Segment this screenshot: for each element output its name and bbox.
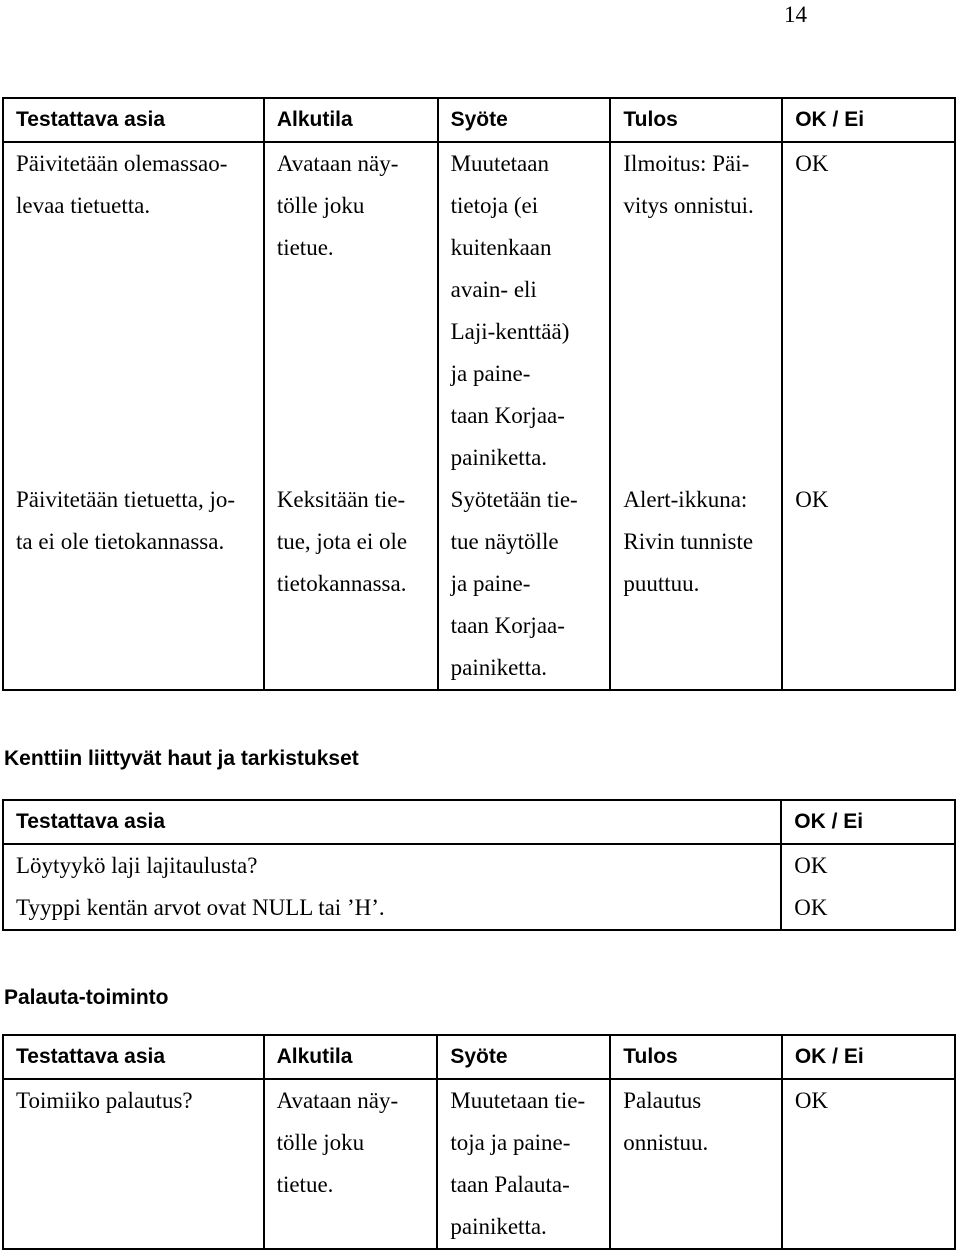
text-line: Avataan näy- [276, 151, 399, 176]
text-line: Muutetaan tie- [450, 1088, 586, 1113]
text-line: tölle joku [276, 1130, 365, 1155]
header-ok-ei: OK / Ei [781, 800, 955, 844]
text-line: ja paine- [450, 361, 531, 386]
table-header-row [3, 1035, 955, 1079]
page-number: 14 [784, 2, 807, 27]
cell-ok: OK [782, 1079, 955, 1249]
header-syote: Syöte [437, 1035, 610, 1079]
cell-asia [3, 1079, 264, 1249]
header-syote: Syöte [438, 98, 611, 142]
text-line: levaa tietuetta. [16, 193, 151, 218]
header-ok-ei: OK / Ei [782, 98, 955, 142]
text-line: Avataan näy- [276, 1088, 399, 1113]
cell-tulos [610, 479, 782, 690]
cell-ok: OK [781, 887, 955, 930]
table-row [3, 887, 955, 930]
text-line: Rivin tunniste [623, 529, 754, 554]
header-tulos: Tulos [610, 1035, 782, 1079]
text-line: tietue. [276, 1172, 334, 1197]
cell-asia [3, 479, 264, 690]
cell-ok: OK [782, 142, 955, 479]
cell-tulos [610, 142, 782, 479]
header-testattava-asia: Testattava asia [3, 1035, 264, 1079]
text-line: Syötetään tie- [450, 487, 578, 512]
table-row [3, 479, 955, 690]
text-line: taan Palauta- [450, 1172, 570, 1197]
text-line: painiketta. [450, 445, 548, 470]
text-line: tölle joku [276, 193, 365, 218]
cell-asia: Tyyppi kentän arvot ovat NULL tai ’H’. [3, 887, 781, 930]
text-line: ta ei ole tietokannassa. [16, 529, 225, 554]
header-tulos: Tulos [610, 98, 782, 142]
text-line: Keksitään tie- [276, 487, 406, 512]
table-row [3, 844, 955, 887]
text-line: Laji-kenttää) [450, 319, 570, 344]
text-line [16, 143, 251, 185]
table-header-row [3, 98, 955, 142]
text-line: tue näytölle [450, 529, 559, 554]
text-line: avain- eli [450, 277, 537, 302]
header-ok-ei: OK / Ei [782, 1035, 955, 1079]
text-line: tietokannassa. [276, 571, 407, 596]
cell-alkutila [264, 142, 438, 479]
text-line: tue, jota ei ole [276, 529, 408, 554]
table-row [3, 1079, 955, 1249]
cell-ok: OK [781, 844, 955, 887]
test-table-restore [2, 1034, 956, 1250]
cell-tulos [610, 1079, 782, 1249]
header-testattava-asia: Testattava asia [3, 98, 264, 142]
text-line: onnistuu. [623, 1130, 709, 1155]
text-line-content: Päivitetään olemassao- [16, 151, 228, 176]
text-line: painiketta. [450, 1214, 547, 1239]
text-line: Toimiiko palautus? [16, 1088, 193, 1113]
cell-syote [437, 1079, 610, 1249]
header-alkutila: Alkutila [264, 1035, 438, 1079]
cell-alkutila [264, 1079, 438, 1249]
text-line: tietue. [276, 235, 334, 260]
text-line: taan Korjaa- [450, 403, 565, 428]
section-heading-palauta: Palauta-toiminto [4, 986, 169, 1009]
text-line: Alert-ikkuna: [623, 487, 748, 512]
header-alkutila: Alkutila [264, 98, 438, 142]
text-line: Ilmoitus: Päi- [623, 151, 750, 176]
text-line: toja ja paine- [450, 1130, 571, 1155]
cell-ok: OK [782, 479, 955, 690]
text-line: kuitenkaan [450, 235, 552, 260]
cell-asia [3, 142, 264, 479]
text-line: taan Korjaa- [450, 613, 565, 638]
text-line: Päivitetään tietuetta, jo- [16, 487, 236, 512]
test-table-fields [2, 799, 956, 931]
text-line: puuttuu. [623, 571, 700, 596]
text-line: tietoja (ei [450, 193, 539, 218]
text-line: vitys onnistui. [623, 193, 754, 218]
section-heading-kenttiin: Kenttiin liittyvät haut ja tarkistukset [4, 747, 359, 770]
text-line: Muutetaan [450, 151, 549, 176]
table-row [3, 142, 955, 479]
text-line: ja paine- [450, 571, 531, 596]
cell-syote [438, 142, 611, 479]
cell-syote [438, 479, 611, 690]
cell-alkutila [264, 479, 438, 690]
text-line: painiketta. [450, 655, 548, 680]
header-testattava-asia: Testattava asia [3, 800, 781, 844]
text-line: Palautus [623, 1088, 702, 1113]
cell-asia: Löytyykö laji lajitaulusta? [3, 844, 781, 887]
table-header-row [3, 800, 955, 844]
test-table-update [2, 97, 956, 691]
